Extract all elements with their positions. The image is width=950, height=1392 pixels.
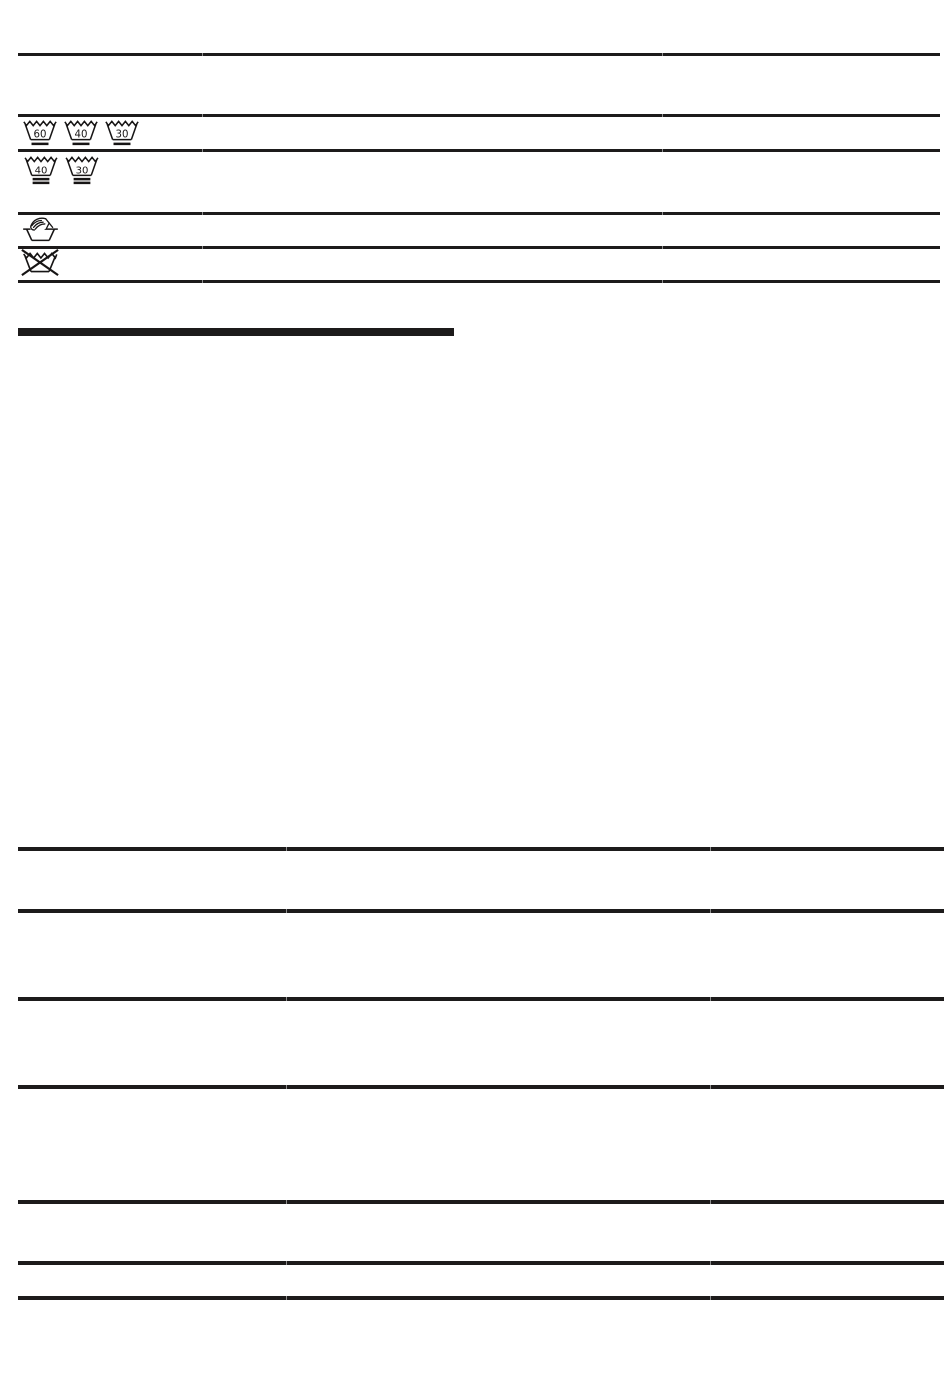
column-junction-tick xyxy=(202,114,203,117)
wash-tub-60-one-bar-icon xyxy=(23,118,57,146)
column-junction-tick xyxy=(202,280,203,283)
column-junction-tick xyxy=(662,53,663,56)
column-junction-tick xyxy=(202,246,203,249)
lower-table-rule-3 xyxy=(18,997,944,1001)
column-junction-tick xyxy=(710,1200,711,1204)
column-junction-tick xyxy=(710,1261,711,1265)
column-junction-tick xyxy=(662,114,663,117)
column-junction-tick xyxy=(286,909,287,913)
column-junction-tick xyxy=(662,149,663,152)
lower-table-rule-7 xyxy=(18,1296,944,1300)
care-table-rule-4 xyxy=(18,212,940,215)
care-table-rule-3 xyxy=(18,149,940,152)
care-row-do-not-wash xyxy=(21,248,59,277)
column-junction-tick xyxy=(710,997,711,1001)
lower-table-rule-2 xyxy=(18,909,944,913)
care-table-rule-5 xyxy=(18,246,940,249)
lower-table-rule-1 xyxy=(18,847,944,851)
column-junction-tick xyxy=(710,1085,711,1089)
care-row-hand-wash xyxy=(22,217,59,243)
do-not-wash-icon xyxy=(21,248,59,277)
wash-temperature-label: 30 xyxy=(75,165,89,177)
wash-tub-40-two-bars-icon xyxy=(24,154,58,185)
wash-temperature-label: 40 xyxy=(34,165,48,177)
column-junction-tick xyxy=(202,212,203,215)
column-junction-tick xyxy=(202,149,203,152)
column-junction-tick xyxy=(286,1200,287,1204)
wash-tub-30-two-bars-icon xyxy=(65,154,99,185)
wash-tub-30-one-bar-icon xyxy=(105,118,139,146)
care-table-rule-1 xyxy=(18,53,940,56)
column-junction-tick xyxy=(710,909,711,913)
column-junction-tick xyxy=(286,847,287,851)
care-table-rule-2 xyxy=(18,114,940,117)
care-row-machine-wash-mild xyxy=(23,118,139,146)
column-junction-tick xyxy=(286,1296,287,1300)
hand-wash-icon xyxy=(22,217,59,243)
column-junction-tick xyxy=(662,212,663,215)
wash-tub-40-one-bar-icon xyxy=(64,118,98,146)
wash-temperature-label: 30 xyxy=(115,129,129,141)
column-junction-tick xyxy=(286,1085,287,1089)
care-row-machine-wash-very-mild xyxy=(24,154,99,185)
column-junction-tick xyxy=(710,1296,711,1300)
column-junction-tick xyxy=(286,1261,287,1265)
column-junction-tick xyxy=(202,53,203,56)
wash-temperature-label: 60 xyxy=(33,129,47,141)
column-junction-tick xyxy=(662,280,663,283)
column-junction-tick xyxy=(662,246,663,249)
wash-temperature-label: 40 xyxy=(74,129,88,141)
lower-table-rule-5 xyxy=(18,1200,944,1204)
lower-table-rule-6 xyxy=(18,1261,944,1265)
column-junction-tick xyxy=(710,847,711,851)
column-junction-tick xyxy=(286,997,287,1001)
section-heading-bar xyxy=(18,328,454,336)
lower-table-rule-4 xyxy=(18,1085,944,1089)
care-table-rule-6 xyxy=(18,280,940,283)
